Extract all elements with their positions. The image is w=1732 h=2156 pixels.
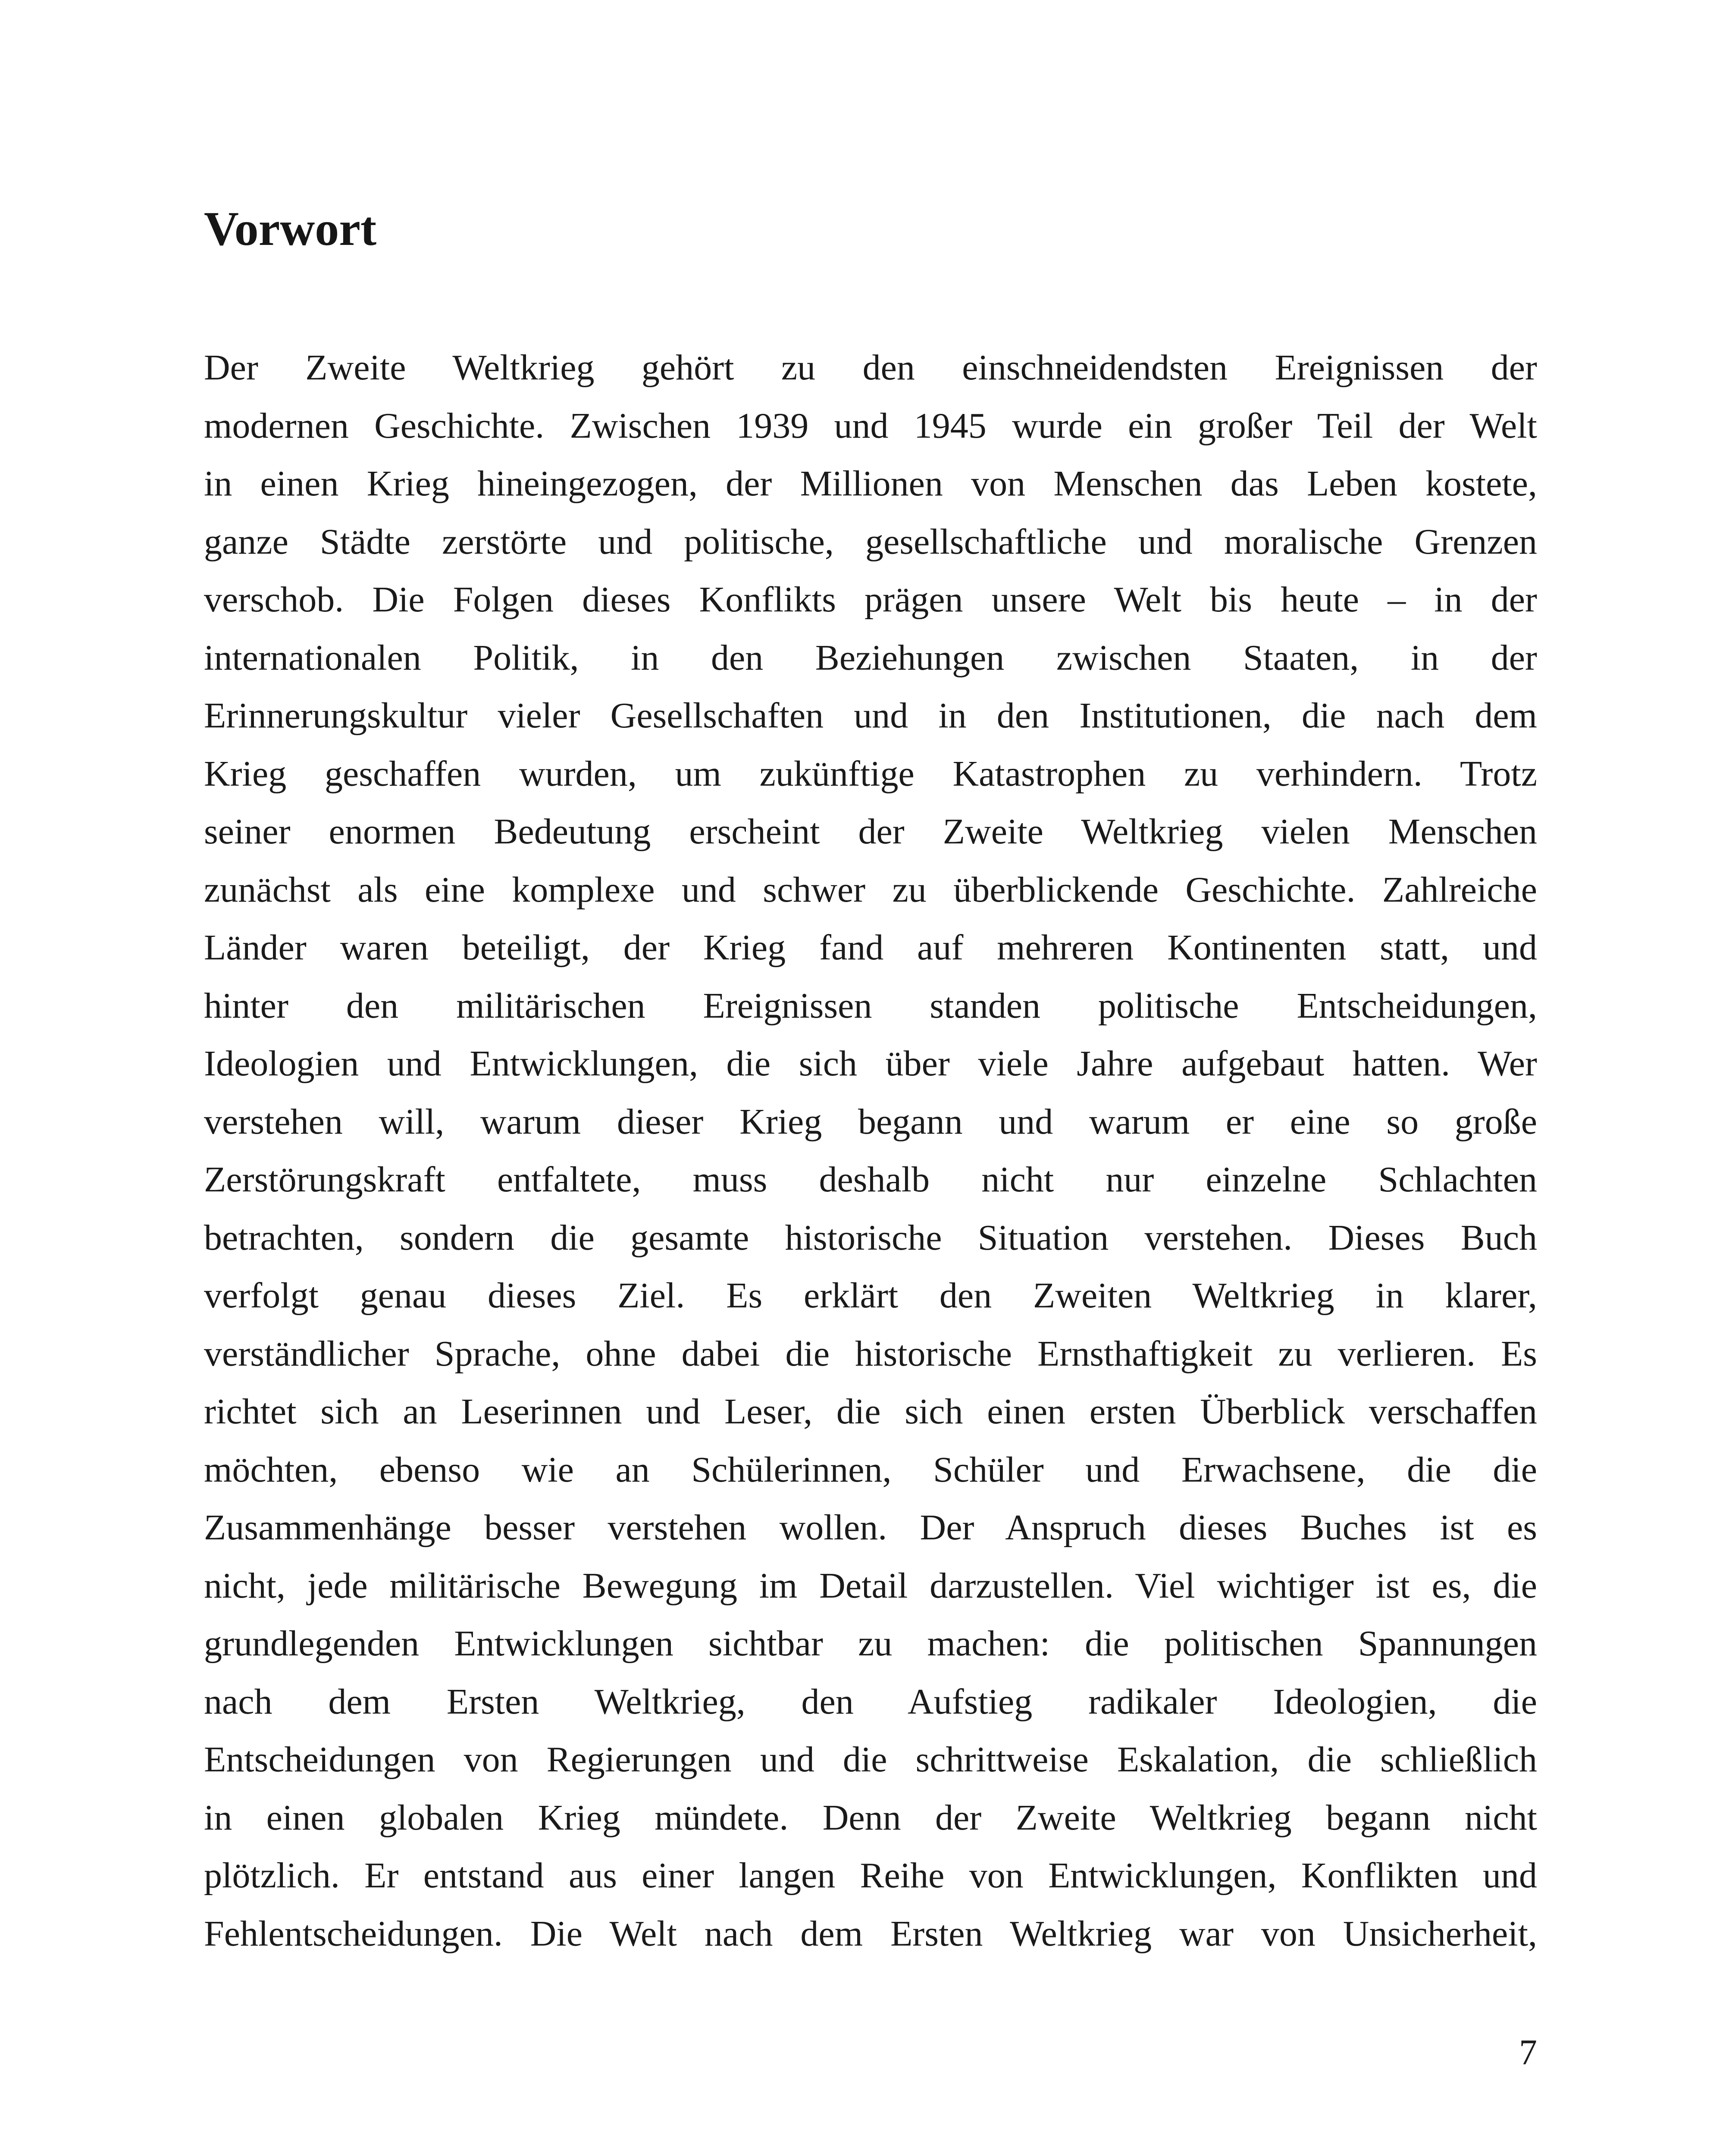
text-line: Zusammenhänge besser verstehen wollen. Der Anspruch dieses Buches ist es: [204, 1507, 1537, 1548]
text-line: Erinnerungskultur vieler Gesellschaften und in den Institutionen, die nach dem: [204, 696, 1537, 736]
text-line: möchten, ebenso wie an Schülerinnen, Schüler und Erwachsene, die die: [204, 1449, 1537, 1490]
text-line: verständlicher Sprache, ohne dabei die historische Ernsthaftigkeit zu verlieren. Es: [204, 1333, 1537, 1374]
text-line: in einen globalen Krieg mündete. Denn der Zweite Weltkrieg begann nicht: [204, 1797, 1537, 1838]
text-line: zunächst als eine komplexe und schwer zu überblickende Geschichte. Zahlreiche: [204, 869, 1537, 910]
text-line: grundlegenden Entwicklungen sichtbar zu machen: die politischen Spannungen: [204, 1623, 1537, 1664]
text-line: verstehen will, warum dieser Krieg begann und warum er eine so große: [204, 1101, 1537, 1142]
text-line: plötzlich. Er entstand aus einer langen Reihe von Entwicklungen, Konflikten und: [204, 1855, 1537, 1896]
text-line: internationalen Politik, in den Beziehungen zwischen Staaten, in der: [204, 637, 1537, 678]
text-line: Krieg geschaffen wurden, um zukünftige Katastrophen zu verhindern. Trotz: [204, 753, 1537, 794]
text-line: Ideologien und Entwicklungen, die sich über viele Jahre aufgebaut hatten. Wer: [204, 1044, 1537, 1084]
text-line: Zerstörungskraft entfaltete, muss deshalb nicht nur einzelne Schlachten: [204, 1159, 1537, 1200]
body-paragraph: [204, 339, 1537, 1963]
text-line: ganze Städte zerstörte und politische, gesellschaftliche und moralische Grenzen: [204, 521, 1537, 562]
text-line: Länder waren beteiligt, der Krieg fand auf mehreren Kontinenten statt, und: [204, 928, 1537, 968]
text-line: Der Zweite Weltkrieg gehört zu den einschneidendsten Ereignissen der: [204, 348, 1537, 388]
text-line: modernen Geschichte. Zwischen 1939 und 1945 wurde ein großer Teil der Welt: [204, 405, 1537, 446]
text-line: verschob. Die Folgen dieses Konflikts prägen unsere Welt bis heute – in der: [204, 580, 1537, 620]
text-line: nach dem Ersten Weltkrieg, den Aufstieg radikaler Ideologien, die: [204, 1681, 1537, 1722]
page-number: 7: [1519, 2032, 1537, 2072]
text-line: verfolgt genau dieses Ziel. Es erklärt den Zweiten Weltkrieg in klarer,: [204, 1275, 1537, 1316]
text-line: betrachten, sondern die gesamte historische Situation verstehen. Dieses Buch: [204, 1217, 1537, 1258]
text-line: nicht, jede militärische Bewegung im Detail darzustellen. Viel wichtiger ist es, die: [204, 1565, 1537, 1606]
text-line: Fehlentscheidungen. Die Welt nach dem Ersten Weltkrieg war von Unsicherheit,: [204, 1913, 1537, 1954]
text-line: richtet sich an Leserinnen und Leser, die sich einen ersten Überblick verschaffen: [204, 1391, 1537, 1432]
text-line: Entscheidungen von Regierungen und die schrittweise Eskalation, die schließlich: [204, 1739, 1537, 1780]
text-line: seiner enormen Bedeutung erscheint der Zweite Weltkrieg vielen Menschen: [204, 812, 1537, 852]
chapter-heading: Vorwort: [204, 202, 377, 256]
text-line: hinter den militärischen Ereignissen standen politische Entscheidungen,: [204, 985, 1537, 1026]
text-line: in einen Krieg hineingezogen, der Millionen von Menschen das Leben kostete,: [204, 464, 1537, 504]
